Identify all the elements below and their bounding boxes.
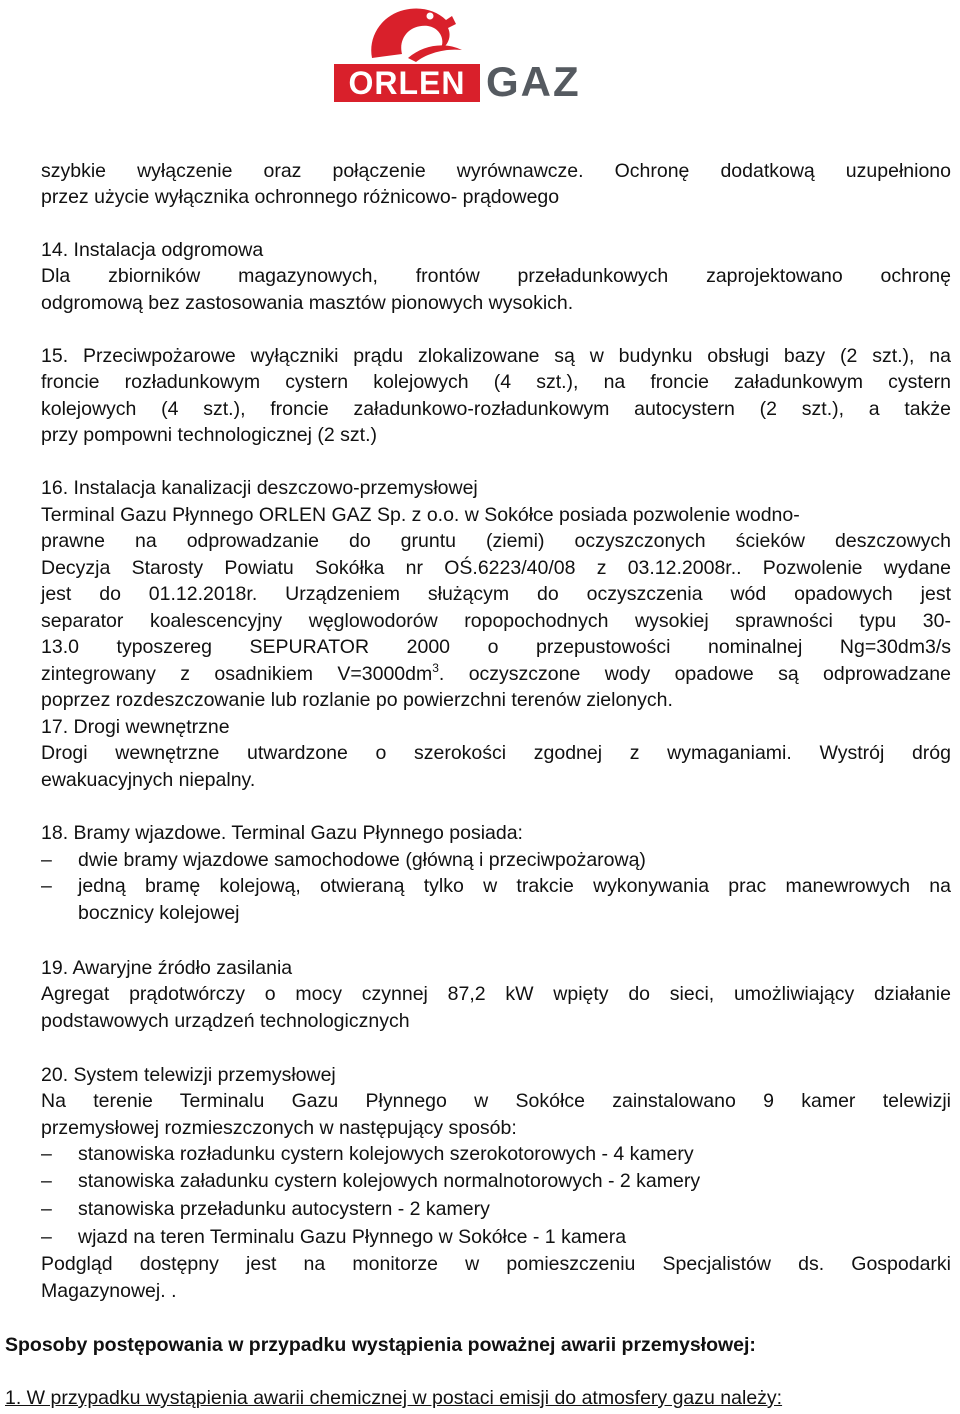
p13-line2: przez użycie wyłącznika ochronnego różnicowo- prądowego	[41, 186, 560, 208]
s18-bullet2-line2: bocznicy kolejowej	[78, 902, 240, 924]
s16-heading: 16. Instalacja kanalizacji deszczowo-przemysłowej	[41, 477, 478, 499]
s16-line3: Decyzja Starosty Powiatu Sokółka nr OŚ.6223/40/08 z 03.12.2008r.. Pozwolenie wydane	[41, 557, 951, 579]
dash-bullet: –	[41, 1198, 52, 1220]
s14-heading: 14. Instalacja odgromowa	[41, 239, 264, 261]
s18-bullet1: dwie bramy wjazdowe samochodowe (główną i przeciwpożarową)	[78, 849, 646, 871]
s15-line1: 15. Przeciwpożarowe wyłączniki prądu zlokalizowane są w budynku obsługi bazy (2 szt.), na	[41, 345, 951, 367]
orlen-eagle-icon	[0, 0, 960, 110]
s16-line7-b: . oczyszczone wody opadowe są odprowadzane	[438, 663, 951, 685]
s20-line4: Magazynowej. .	[41, 1280, 177, 1302]
p13-line1: szybkie wyłączenie oraz połączenie wyrównawcze. Ochronę dodatkową uzupełniono	[41, 160, 951, 182]
s18-bullet2-line1: jedną bramę kolejową, otwieraną tylko w trakcie wykonywania prac manewrowych na	[78, 875, 951, 897]
s16-line4: jest do 01.12.2018r. Urządzeniem służącym do oczyszczenia wód opadowych jest	[41, 583, 951, 605]
s17-line1: Drogi wewnętrzne utwardzone o szerokości zgodnej z wymaganiami. Wystrój dróg	[41, 742, 951, 764]
s17-line2: ewakuacyjnych niepalny.	[41, 769, 256, 791]
s14-line1: Dla zbiorników magazynowych, frontów przeładunkowych zaprojektowano ochronę	[41, 265, 951, 287]
dash-bullet: –	[41, 875, 52, 897]
s20-line2: przemysłowej rozmieszczonych w następujący sposób:	[41, 1117, 517, 1139]
s16-line2: prawne na odprowadzanie do gruntu (ziemi) oczyszczonych ścieków deszczowych	[41, 530, 951, 552]
dash-bullet: –	[41, 1143, 52, 1165]
s19-line1: Agregat prądotwórczy o mocy czynnej 87,2 kW wpięty do sieci, umożliwiający działanie	[41, 983, 951, 1005]
s19-line2: podstawowych urządzeń technologicznych	[41, 1010, 410, 1032]
s16-line8: poprzez rozdeszczowanie lub rozlanie po powierzchni terenów zielonych.	[41, 689, 673, 711]
s20-bullet3: stanowiska przeładunku autocystern - 2 kamery	[78, 1198, 490, 1220]
dash-bullet: –	[41, 849, 52, 871]
emergency-heading: Sposoby postępowania w przypadku wystąpienia poważnej awarii przemysłowej:	[5, 1334, 756, 1356]
s20-line1: Na terenie Terminalu Gazu Płynnego w Sokółce zainstalowano 9 kamer telewizji	[41, 1090, 951, 1112]
s20-line3: Podgląd dostępny jest na monitorze w pomieszczeniu Specjalistów ds. Gospodarki	[41, 1253, 951, 1275]
s15-line2: froncie rozładunkowym cystern kolejowych (4 szt.), na froncie załadunkowym cystern	[41, 371, 951, 393]
s16-line1: Terminal Gazu Płynnego ORLEN GAZ Sp. z o.o. w Sokółce posiada pozwolenie wodno-	[41, 504, 800, 526]
s19-heading: 19. Awaryjne źródło zasilania	[41, 957, 293, 979]
superscript-3: 3	[432, 661, 439, 675]
s20-bullet1: stanowiska rozładunku cystern kolejowych szerokotorowych - 4 kamery	[78, 1143, 694, 1165]
logo-gaz-text: GAZ	[486, 58, 581, 105]
orlen-gaz-logo	[0, 0, 960, 110]
emergency-item1: 1. W przypadku wystąpienia awarii chemicznej w postaci emisji do atmosfery gazu należy:	[5, 1387, 783, 1409]
s15-line4: przy pompowni technologicznej (2 szt.)	[41, 424, 377, 446]
logo-orlen-text: ORLEN	[348, 65, 466, 101]
s16-line6: 13.0 typoszereg SEPURATOR 2000 o przepustowości nominalnej Ng=30dm3/s	[41, 636, 951, 658]
dash-bullet: –	[41, 1226, 52, 1248]
s18-heading: 18. Bramy wjazdowe. Terminal Gazu Płynnego posiada:	[41, 822, 523, 844]
s14-line2: odgromową bez zastosowania masztów pionowych wysokich.	[41, 292, 574, 314]
dash-bullet: –	[41, 1170, 52, 1192]
s17-heading: 17. Drogi wewnętrzne	[41, 716, 230, 738]
s16-line7	[41, 661, 951, 687]
s16-line7-a: zintegrowany z osadnikiem V=3000dm	[41, 663, 433, 685]
s20-bullet4: wjazd na teren Terminalu Gazu Płynnego w Sokółce - 1 kamera	[78, 1226, 627, 1248]
s20-bullet2: stanowiska załadunku cystern kolejowych normalnotorowych - 2 kamery	[78, 1170, 701, 1192]
s16-line5: separator koalescencyjny węglowodorów ropopochodnych wysokiej sprawności typu 30-	[41, 610, 951, 632]
s20-heading: 20. System telewizji przemysłowej	[41, 1064, 336, 1086]
s15-line3: kolejowych (4 szt.), froncie załadunkowo-rozładunkowym autocystern (2 szt.), a także	[41, 398, 951, 420]
